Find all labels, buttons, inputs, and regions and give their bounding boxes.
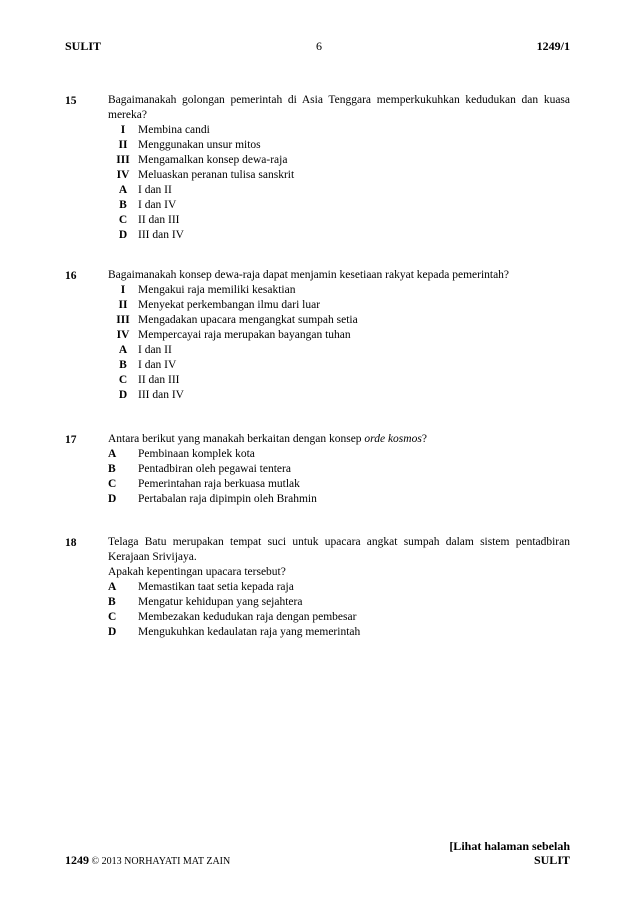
answer-option bbox=[108, 447, 570, 462]
answer-option bbox=[108, 228, 570, 243]
question-stem: Telaga Batu merupakan tempat suci untuk upacara angkat sumpah dalam sistem pentadbiran Kerajaan Srivijaya. bbox=[108, 536, 570, 563]
option-letter: C bbox=[118, 374, 128, 386]
statement-item bbox=[108, 168, 570, 183]
option-letter: A bbox=[108, 448, 117, 460]
option-text: Pembinaan komplek kota bbox=[138, 448, 255, 460]
option-letter: A bbox=[118, 184, 128, 196]
question-stem bbox=[108, 432, 570, 447]
statement-item bbox=[108, 283, 570, 298]
roman-numeral: II bbox=[118, 299, 128, 311]
option-text: I dan II bbox=[138, 184, 172, 196]
roman-numeral: II bbox=[118, 139, 128, 151]
answer-option bbox=[108, 373, 570, 388]
answer-option bbox=[108, 358, 570, 373]
page-number: 6 bbox=[316, 39, 322, 53]
statement-text: Meluaskan peranan tulisa sanskrit bbox=[138, 169, 295, 181]
option-text: III dan IV bbox=[138, 229, 184, 241]
footer-copyright bbox=[65, 852, 230, 870]
option-letter: D bbox=[118, 389, 128, 401]
option-text: I dan IV bbox=[138, 199, 177, 211]
option-letter: C bbox=[108, 478, 117, 490]
answer-option bbox=[108, 580, 570, 595]
question-18 bbox=[65, 535, 570, 640]
question-stem: Bagaimanakah golongan pemerintah di Asia Tenggara memperkukuhkan kedudukan dan kuasa mereka? bbox=[108, 94, 570, 121]
footer-author: © 2013 NORHAYATI MAT ZAIN bbox=[89, 856, 231, 867]
roman-numeral: I bbox=[120, 284, 126, 296]
option-letter: B bbox=[108, 596, 116, 608]
option-letter: C bbox=[108, 611, 117, 623]
roman-numeral: IV bbox=[116, 329, 130, 341]
option-text: Membezakan kedudukan raja dengan pembesar bbox=[138, 611, 357, 623]
answer-option bbox=[108, 462, 570, 477]
statement-text: Mengakui raja memiliki kesaktian bbox=[138, 284, 296, 296]
statement-text: Menggunakan unsur mitos bbox=[138, 139, 261, 151]
stem-text: Antara berikut yang manakah berkaitan dengan konsep bbox=[108, 433, 365, 445]
statement-item bbox=[108, 298, 570, 313]
option-text: Memastikan taat setia kepada raja bbox=[138, 581, 294, 593]
header-sulit: SULIT bbox=[65, 39, 102, 53]
option-text: Pemerintahan raja berkuasa mutlak bbox=[138, 478, 300, 490]
statement-text: Menyekat perkembangan ilmu dari luar bbox=[138, 299, 321, 311]
answer-option bbox=[108, 595, 570, 610]
question-stem: Bagaimanakah konsep dewa-raja dapat menjamin kesetiaan rakyat kepada pemerintah? bbox=[108, 269, 510, 281]
option-text: I dan IV bbox=[138, 359, 177, 371]
answer-option bbox=[108, 198, 570, 213]
question-number: 18 bbox=[65, 537, 77, 549]
option-letter: A bbox=[118, 344, 128, 356]
statement-item bbox=[108, 313, 570, 328]
roman-numeral: IV bbox=[116, 169, 130, 181]
option-letter: B bbox=[108, 463, 116, 475]
option-text: I dan II bbox=[138, 344, 172, 356]
stem-end: ? bbox=[421, 433, 427, 445]
option-text: Pentadbiran oleh pegawai tentera bbox=[138, 463, 291, 475]
answer-option bbox=[108, 625, 570, 640]
answer-option bbox=[108, 213, 570, 228]
option-letter: B bbox=[119, 359, 127, 371]
option-text: Pertabalan raja dipimpin oleh Brahmin bbox=[138, 493, 317, 505]
answer-option bbox=[108, 388, 570, 403]
next-page-note: [Lihat halaman sebelah bbox=[449, 839, 570, 853]
answer-option bbox=[108, 343, 570, 358]
roman-numeral: III bbox=[116, 154, 130, 166]
option-text: II dan III bbox=[138, 214, 180, 226]
statement-item bbox=[108, 153, 570, 168]
option-text: III dan IV bbox=[138, 389, 184, 401]
roman-numeral: I bbox=[120, 124, 126, 136]
statement-item bbox=[108, 138, 570, 153]
option-letter: D bbox=[108, 493, 117, 505]
roman-numeral: III bbox=[116, 314, 130, 326]
option-text: Mengatur kehidupan yang sejahtera bbox=[138, 596, 303, 608]
footer-code: 1249 bbox=[65, 853, 89, 867]
option-letter: D bbox=[108, 626, 117, 638]
option-letter: B bbox=[119, 199, 127, 211]
footer-sulit: SULIT bbox=[533, 853, 570, 867]
option-letter: C bbox=[118, 214, 128, 226]
question-number: 16 bbox=[65, 270, 77, 282]
question-number: 17 bbox=[65, 434, 77, 446]
answer-option bbox=[108, 183, 570, 198]
statement-text: Mengamalkan konsep dewa-raja bbox=[138, 154, 288, 166]
paper-code: 1249/1 bbox=[536, 39, 570, 53]
answer-option bbox=[108, 610, 570, 625]
statement-text: Membina candi bbox=[138, 124, 210, 136]
statement-text: Mengadakan upacara mengangkat sumpah setia bbox=[138, 314, 358, 326]
answer-option bbox=[108, 477, 570, 492]
statement-item bbox=[108, 328, 570, 343]
question-number: 15 bbox=[65, 95, 77, 107]
statement-item bbox=[108, 123, 570, 138]
question-prompt: Apakah kepentingan upacara tersebut? bbox=[108, 566, 286, 578]
question-15 bbox=[65, 93, 570, 243]
answer-option bbox=[108, 492, 570, 507]
option-letter: A bbox=[108, 581, 117, 593]
option-text: Mengukuhkan kedaulatan raja yang memerintah bbox=[138, 626, 361, 638]
option-text: II dan III bbox=[138, 374, 180, 386]
stem-italic-term: orde kosmos bbox=[364, 433, 422, 445]
question-17 bbox=[65, 432, 570, 507]
statement-text: Mempercayai raja merupakan bayangan tuhan bbox=[138, 329, 351, 341]
option-letter: D bbox=[118, 229, 128, 241]
question-16 bbox=[65, 268, 570, 403]
